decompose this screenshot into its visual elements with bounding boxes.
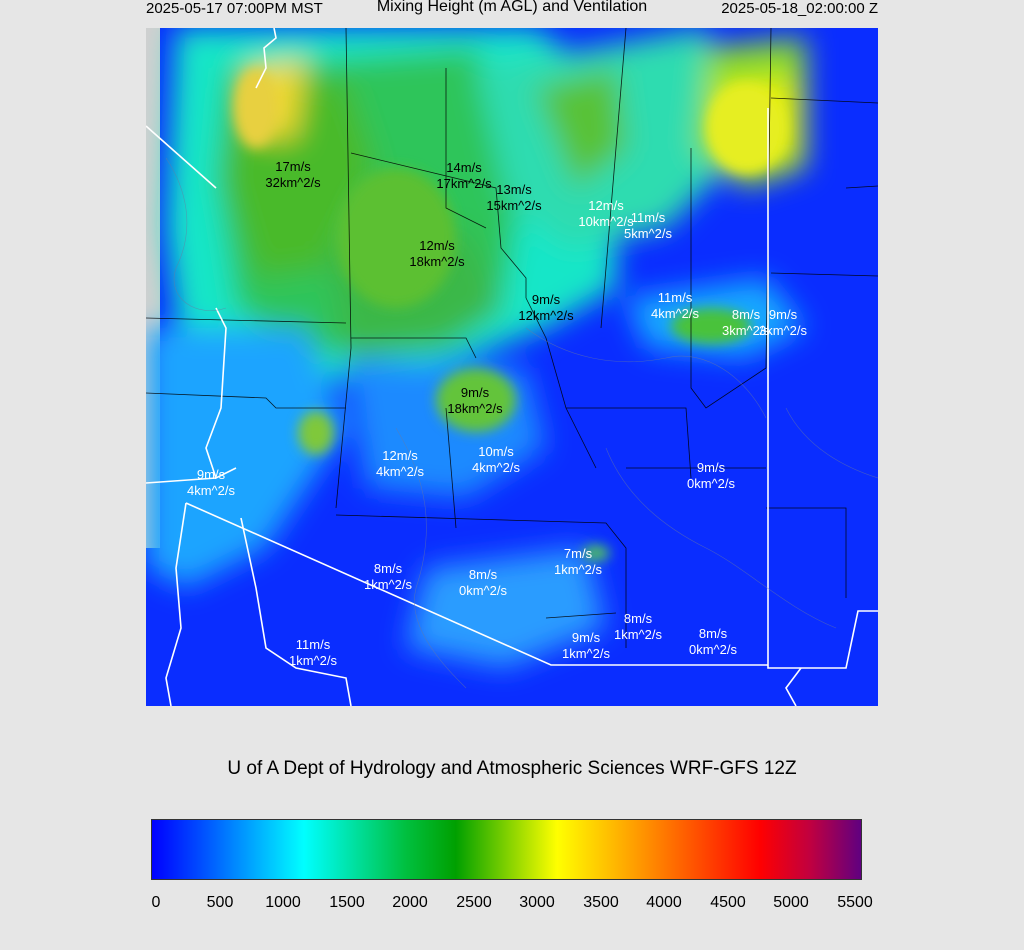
ventilation-label: 3km^2/s bbox=[758, 323, 808, 338]
colorbar-tick-label: 1500 bbox=[329, 894, 365, 911]
colorbar-tick-label: 4500 bbox=[710, 894, 746, 911]
color-scale-ticks bbox=[0, 894, 1024, 918]
ventilation-label: 10km^2/s bbox=[578, 214, 634, 229]
wind-speed-label: 9m/s bbox=[696, 460, 726, 475]
wind-speed-label: 9m/s bbox=[196, 467, 226, 482]
wind-speed-label: 11m/s bbox=[295, 637, 331, 652]
ventilation-label: 32km^2/s bbox=[265, 175, 321, 190]
ventilation-label: 1km^2/s bbox=[553, 562, 603, 577]
color-scale-bar bbox=[151, 819, 862, 880]
ventilation-label: 1km^2/s bbox=[613, 627, 663, 642]
colorbar-tick-label: 2500 bbox=[456, 894, 492, 911]
ventilation-label: 4km^2/s bbox=[375, 464, 425, 479]
wind-speed-label: 7m/s bbox=[563, 546, 593, 561]
wind-speed-label: 14m/s bbox=[446, 160, 482, 175]
colorbar-tick-label: 500 bbox=[206, 894, 234, 911]
wind-speed-label: 17m/s bbox=[275, 159, 311, 174]
colorbar-tick-label: 0 bbox=[151, 894, 161, 911]
wind-speed-label: 12m/s bbox=[419, 238, 455, 253]
colorbar-tick-label: 3500 bbox=[583, 894, 619, 911]
wind-speed-label: 12m/s bbox=[382, 448, 418, 463]
ventilation-label: 1km^2/s bbox=[561, 646, 611, 661]
colorbar-tick-label: 4000 bbox=[646, 894, 682, 911]
wind-speed-label: 12m/s bbox=[588, 198, 624, 213]
ventilation-label: 18km^2/s bbox=[409, 254, 465, 269]
colorbar-tick-label: 2000 bbox=[392, 894, 428, 911]
wind-speed-label: 9m/s bbox=[768, 307, 798, 322]
wind-speed-label: 8m/s bbox=[468, 567, 498, 582]
map-title: Mixing Height (m AGL) and Ventilation bbox=[376, 0, 648, 15]
ventilation-label: 0km^2/s bbox=[686, 476, 736, 491]
wind-speed-label: 8m/s bbox=[373, 561, 403, 576]
ventilation-label: 4km^2/s bbox=[650, 306, 700, 321]
ventilation-label: 5km^2/s bbox=[623, 226, 673, 241]
ventilation-label: 18km^2/s bbox=[447, 401, 503, 416]
ventilation-label: 0km^2/s bbox=[688, 642, 738, 657]
wind-speed-label: 13m/s bbox=[496, 182, 532, 197]
ventilation-label: 4km^2/s bbox=[186, 483, 236, 498]
ventilation-label: 17km^2/s bbox=[436, 176, 492, 191]
wind-speed-label: 8m/s bbox=[698, 626, 728, 641]
ventilation-label: 1km^2/s bbox=[288, 653, 338, 668]
wind-speed-label: 10m/s bbox=[478, 444, 514, 459]
utc-time-label: 2025-05-18_02:00:00 Z bbox=[721, 0, 878, 17]
colorbar-tick-label: 5500 bbox=[837, 894, 873, 911]
colorbar-tick-label: 5000 bbox=[773, 894, 809, 911]
wind-speed-label: 11m/s bbox=[630, 210, 666, 225]
footer-credit: U of A Dept of Hydrology and Atmospheric Sciences WRF-GFS 12Z bbox=[227, 758, 797, 779]
ventilation-label: 1km^2/s bbox=[363, 577, 413, 592]
wind-speed-label: 9m/s bbox=[571, 630, 601, 645]
wind-speed-label: 9m/s bbox=[531, 292, 561, 307]
wind-speed-label: 8m/s bbox=[623, 611, 653, 626]
ventilation-label: 12km^2/s bbox=[518, 308, 574, 323]
ventilation-label: 0km^2/s bbox=[458, 583, 508, 598]
map-canvas bbox=[146, 28, 878, 706]
ventilation-label: 4km^2/s bbox=[471, 460, 521, 475]
local-time-label: 2025-05-17 07:00PM MST bbox=[146, 0, 323, 17]
ventilation-label: 15km^2/s bbox=[486, 198, 542, 213]
colorbar-tick-label: 3000 bbox=[519, 894, 555, 911]
wind-speed-label: 8m/s bbox=[731, 307, 761, 322]
mixing-height-map bbox=[146, 28, 878, 706]
wind-speed-label: 11m/s bbox=[657, 290, 693, 305]
colorbar-tick-label: 1000 bbox=[265, 894, 301, 911]
ventilation-label: 3km^2/s bbox=[721, 323, 771, 338]
wind-speed-label: 9m/s bbox=[460, 385, 490, 400]
